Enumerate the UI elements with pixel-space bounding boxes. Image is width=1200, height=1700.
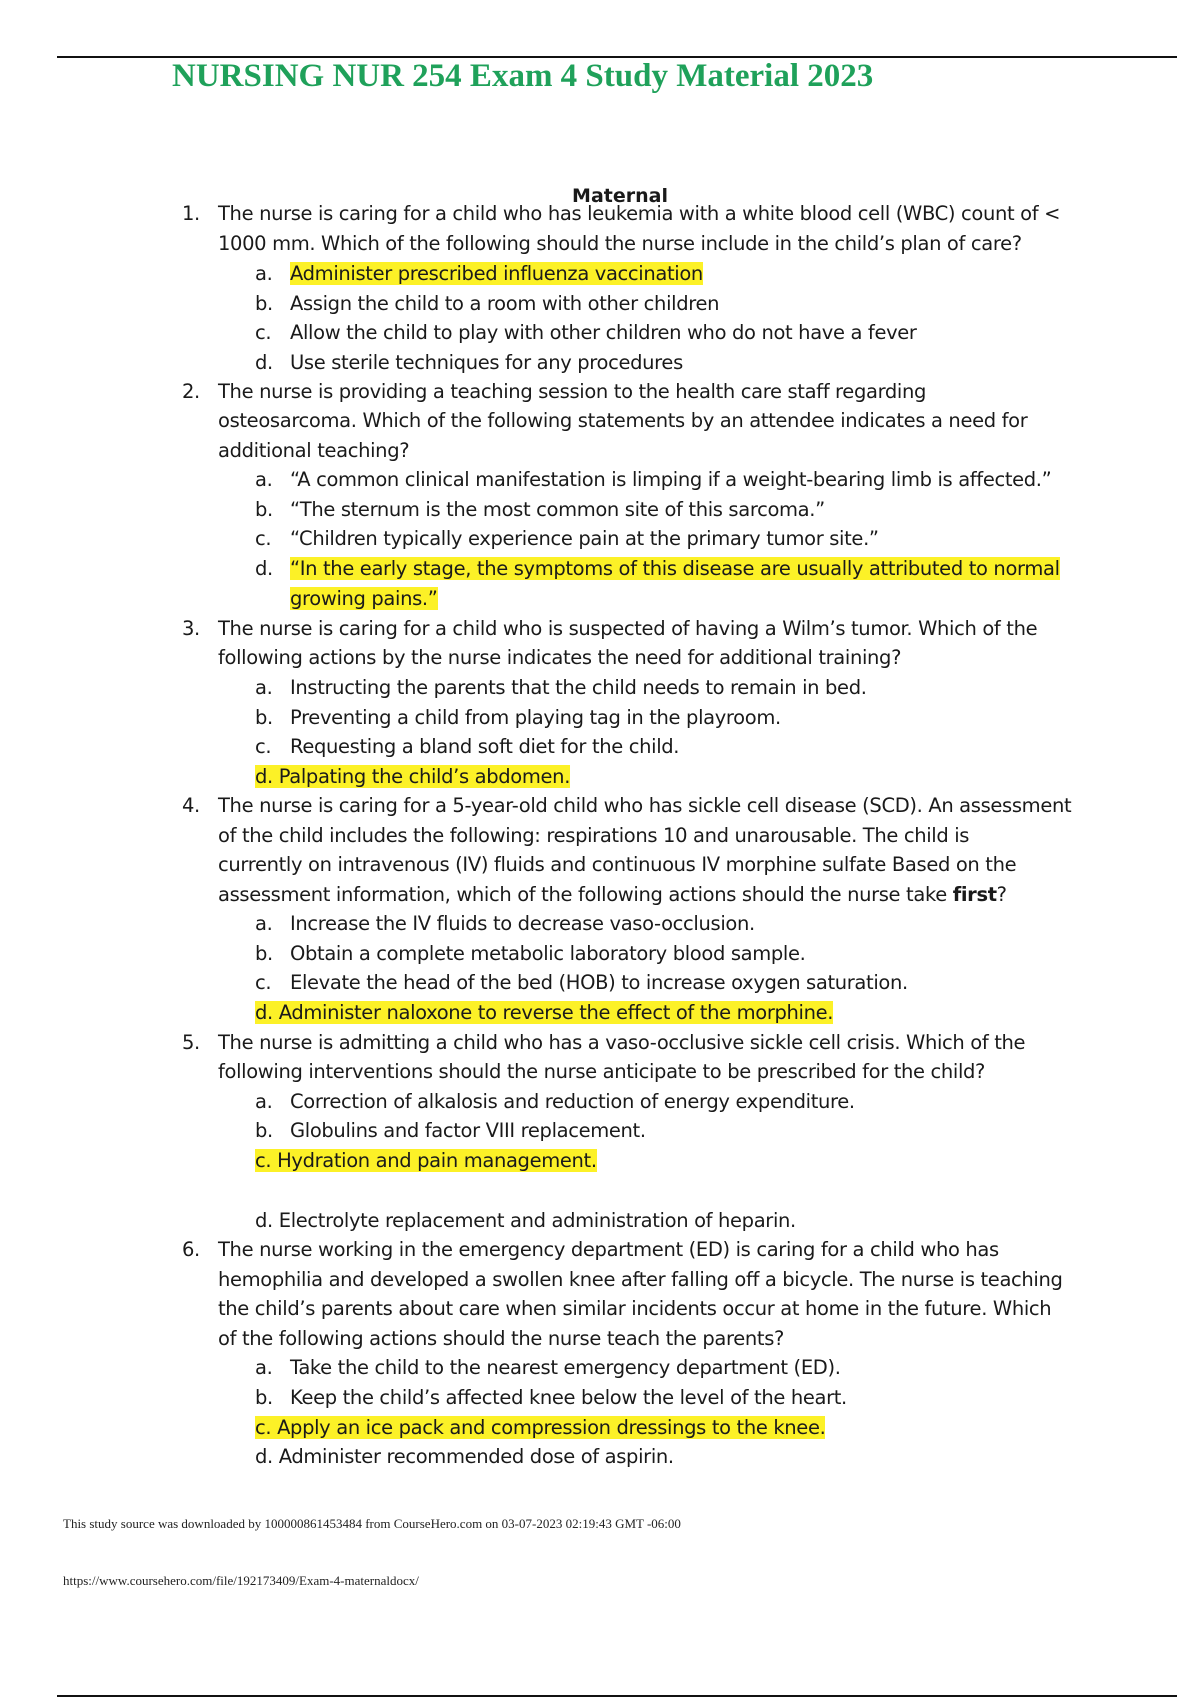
line-text: assessment information, which of the following actions should the nurse take <box>218 883 953 906</box>
line-text: following actions by the nurse indicates the need for additional training? <box>218 646 902 669</box>
question-text-line <box>290 556 1060 582</box>
question-text-line <box>290 941 805 967</box>
line-text: of the child includes the following: respirations 10 and unarousable. The child is <box>218 824 970 847</box>
item-marker <box>182 793 200 819</box>
line-text: a. <box>255 1090 273 1113</box>
section-heading: Maternal <box>572 185 668 207</box>
item-marker <box>255 556 273 582</box>
question-text-line <box>218 1326 784 1352</box>
line-text: d. <box>255 351 273 374</box>
line-text: a. <box>255 1356 273 1379</box>
line-text: of the following actions should the nurse teach the parents? <box>218 1327 785 1350</box>
line-text: 6. <box>182 1238 200 1261</box>
line-text: 1. <box>182 202 200 225</box>
question-text-line <box>218 1267 1063 1293</box>
highlighted-answer: Administer prescribed influenza vaccination <box>290 262 703 285</box>
question-text-line <box>255 1148 597 1174</box>
highlighted-answer: c. Hydration and pain management. <box>255 1149 597 1172</box>
question-text-line <box>218 1296 1051 1322</box>
emphasis-word: first <box>952 883 997 906</box>
line-text: Requesting a bland soft diet for the child. <box>290 735 680 758</box>
line-text: Correction of alkalosis and reduction of energy expenditure. <box>290 1090 855 1113</box>
question-text-line <box>255 1000 833 1026</box>
line-text: Assign the child to a room with other children <box>290 292 720 315</box>
question-text-line <box>290 291 719 317</box>
line-text: d. Electrolyte replacement and administration of heparin. <box>255 1209 796 1232</box>
line-text: The nurse is admitting a child who has a vaso-occlusive sickle cell crisis. Which of the <box>218 1031 1026 1054</box>
item-marker <box>255 497 273 523</box>
line-text: The nurse is caring for a child who has leukemia with a white blood cell (WBC) count of < <box>218 202 1061 225</box>
line-text: “Children typically experience pain at the primary tumor site.” <box>290 527 879 550</box>
highlighted-answer: d. Palpating the child’s abdomen. <box>255 765 571 788</box>
question-text-line <box>218 852 1016 878</box>
line-text: hemophilia and developed a swollen knee after falling off a bicycle. The nurse is teaching <box>218 1268 1063 1291</box>
question-text-line <box>218 438 409 464</box>
line-text: a. <box>255 912 273 935</box>
question-text-line <box>218 231 1022 257</box>
line-text: b. <box>255 1386 273 1409</box>
question-text-line <box>290 911 755 937</box>
line-text: b. <box>255 498 273 521</box>
item-marker <box>255 291 273 317</box>
question-text-line <box>290 320 917 346</box>
item-marker <box>255 970 271 996</box>
question-text-line <box>290 675 867 701</box>
line-text: The nurse is caring for a 5-year-old child who has sickle cell disease (SCD). An assessment <box>218 794 1072 817</box>
question-text-line <box>290 970 908 996</box>
line-text: osteosarcoma. Which of the following statements by an attendee indicates a need for <box>218 409 1028 432</box>
line-text: Keep the child’s affected knee below the level of the heart. <box>290 1386 847 1409</box>
item-marker <box>182 1030 200 1056</box>
item-marker <box>182 379 200 405</box>
line-text: The nurse working in the emergency department (ED) is caring for a child who has <box>218 1238 999 1261</box>
document-title: NURSING NUR 254 Exam 4 Study Material 2023 <box>172 58 874 94</box>
source-url[interactable]: https://www.coursehero.com/file/192173409/Exam-4-maternaldocx/ <box>63 1573 419 1588</box>
item-marker <box>255 911 272 937</box>
question-text-line <box>255 1444 674 1470</box>
line-text: d. Administer recommended dose of aspirin. <box>255 1445 674 1468</box>
question-text-line <box>218 645 901 671</box>
line-text: Use sterile techniques for any procedures <box>290 351 683 374</box>
question-text-line <box>290 1118 646 1144</box>
item-marker <box>255 261 272 287</box>
line-text: a. <box>255 262 273 285</box>
line-punctuation: ? <box>996 883 1007 906</box>
line-text: a. <box>255 676 273 699</box>
item-marker <box>255 1355 272 1381</box>
question-text-line <box>255 764 570 790</box>
line-text: The nurse is caring for a child who is suspected of having a Wilm’s tumor. Which of the <box>218 617 1038 640</box>
item-marker <box>255 1089 272 1115</box>
question-text-line <box>290 586 438 612</box>
highlighted-answer: growing pains.” <box>290 587 438 610</box>
highlighted-answer: d. Administer naloxone to reverse the effect of the morphine. <box>255 1001 834 1024</box>
item-marker <box>182 201 200 227</box>
question-text-line <box>218 616 1037 642</box>
item-marker <box>255 705 273 731</box>
question-text-line <box>218 408 1027 434</box>
question-text-line <box>218 882 1007 908</box>
line-text: 2. <box>182 380 200 403</box>
line-text: d. <box>255 557 273 580</box>
question-text-line <box>290 1355 841 1381</box>
question-text-line <box>290 705 781 731</box>
line-text: additional teaching? <box>218 439 410 462</box>
item-marker <box>182 1237 200 1263</box>
line-text: Preventing a child from playing tag in the playroom. <box>290 706 781 729</box>
line-text: Globulins and factor VIII replacement. <box>290 1119 646 1142</box>
line-text: “A common clinical manifestation is limping if a weight-bearing limb is affected.” <box>290 468 1052 491</box>
line-text: 3. <box>182 617 200 640</box>
highlighted-answer: c. Apply an ice pack and compression dressings to the knee. <box>255 1416 826 1439</box>
item-marker <box>255 941 273 967</box>
question-text-line <box>290 526 879 552</box>
line-text: Take the child to the nearest emergency department (ED). <box>290 1356 841 1379</box>
line-text: Allow the child to play with other children who do not have a fever <box>290 321 917 344</box>
line-text: c. <box>255 971 272 994</box>
item-marker <box>255 320 271 346</box>
item-marker <box>255 734 271 760</box>
line-text: 4. <box>182 794 200 817</box>
line-text: b. <box>255 706 273 729</box>
line-text: The nurse is providing a teaching session to the health care staff regarding <box>218 380 927 403</box>
question-text-line <box>218 1237 999 1263</box>
line-text: 5. <box>182 1031 200 1054</box>
question-text-line <box>290 734 679 760</box>
line-text: the child’s parents about care when similar incidents occur at home in the future. Which <box>218 1297 1052 1320</box>
item-marker <box>255 1118 273 1144</box>
question-text-line <box>255 1208 796 1234</box>
line-text: Increase the IV fluids to decrease vaso-occlusion. <box>290 912 755 935</box>
question-text-line <box>218 379 926 405</box>
line-text: c. <box>255 735 272 758</box>
question-text-line <box>290 1089 855 1115</box>
line-text: b. <box>255 1119 273 1142</box>
question-text-line <box>218 1059 985 1085</box>
line-text: 1000 mm. Which of the following should the nurse include in the child’s plan of care? <box>218 232 1022 255</box>
item-marker <box>255 467 272 493</box>
question-text-line <box>218 793 1071 819</box>
question-text-line <box>290 261 703 287</box>
item-marker <box>255 526 271 552</box>
item-marker <box>182 616 200 642</box>
question-text-line <box>290 467 1051 493</box>
item-marker <box>255 1385 273 1411</box>
download-note: This study source was downloaded by 100000861453484 from CourseHero.com on 03-07-2023 02:19:43 GMT -06:00 <box>63 1516 681 1531</box>
line-text: a. <box>255 468 273 491</box>
question-text-line <box>218 201 1060 227</box>
question-text-line <box>290 350 683 376</box>
line-text: c. <box>255 321 272 344</box>
question-text-line <box>290 1385 847 1411</box>
line-text: Obtain a complete metabolic laboratory blood sample. <box>290 942 806 965</box>
line-text: b. <box>255 292 273 315</box>
line-text: c. <box>255 527 272 550</box>
line-text: b. <box>255 942 273 965</box>
highlighted-answer: “In the early stage, the symptoms of this disease are usually attributed to normal <box>290 557 1060 580</box>
bottom-rule <box>57 1695 1177 1697</box>
item-marker <box>255 675 272 701</box>
line-text: Instructing the parents that the child needs to remain in bed. <box>290 676 867 699</box>
question-text-line <box>218 1030 1025 1056</box>
question-text-line <box>218 823 969 849</box>
question-text-line <box>290 497 825 523</box>
line-text: currently on intravenous (IV) fluids and continuous IV morphine sulfate Based on the <box>218 853 1017 876</box>
question-text-line <box>255 1415 825 1441</box>
line-text: Elevate the head of the bed (HOB) to increase oxygen saturation. <box>290 971 908 994</box>
item-marker <box>255 350 273 376</box>
line-text: following interventions should the nurse anticipate to be prescribed for the child? <box>218 1060 986 1083</box>
line-text: “The sternum is the most common site of this sarcoma.” <box>290 498 825 521</box>
